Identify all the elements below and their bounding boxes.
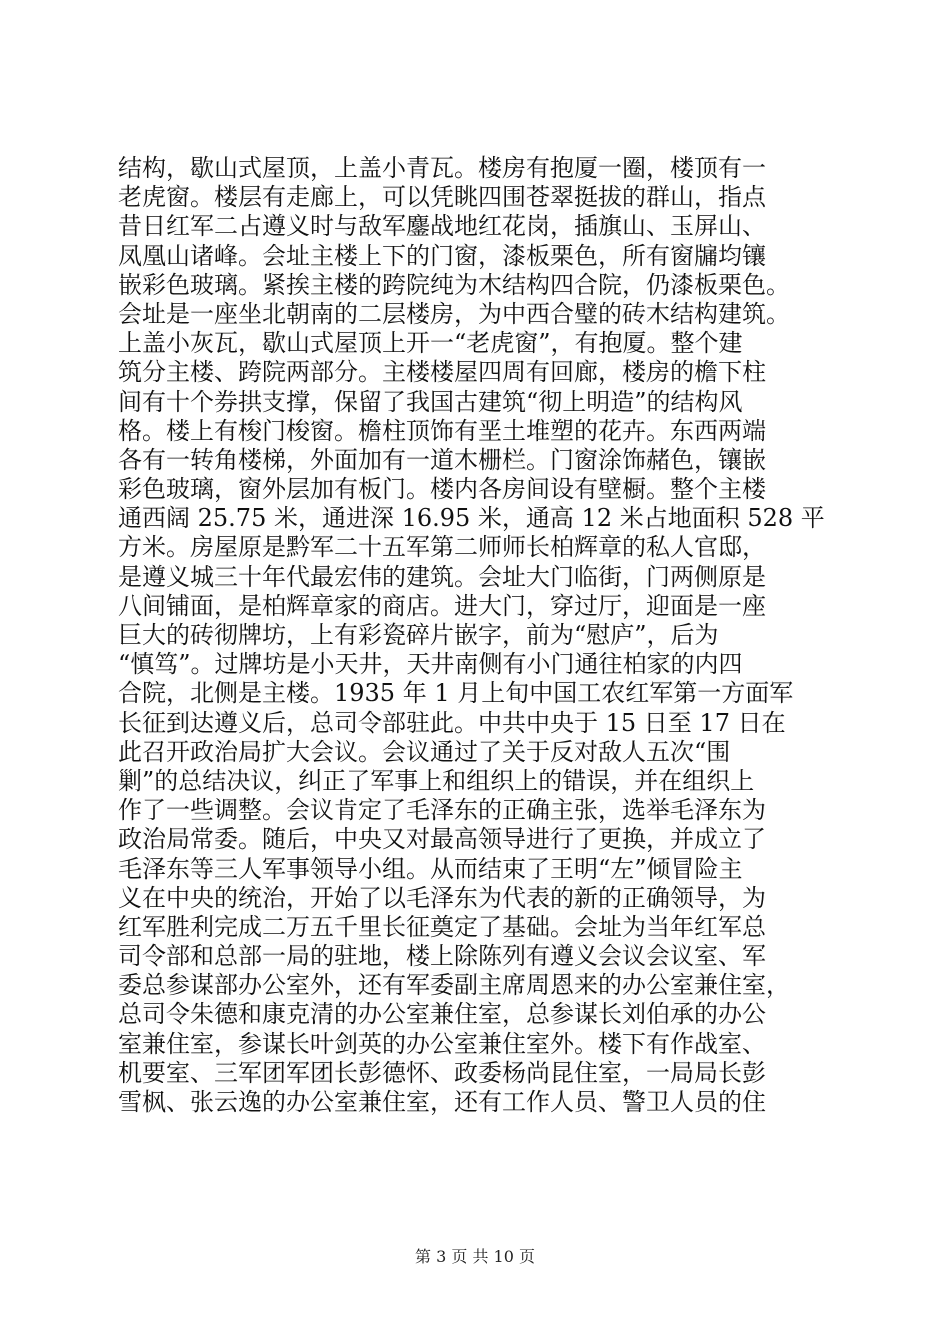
text-line: 结构，歇山式屋顶，上盖小青瓦。楼房有抱厦一圈，楼顶有一 [118, 154, 766, 182]
text-line: 格。楼上有梭门梭窗。檐柱顶饰有垩土堆塑的花卉。东西两端 [118, 416, 766, 445]
text-line: 雪枫、张云逸的办公室兼住室，还有工作人员、警卫人员的住 [118, 1088, 766, 1116]
text-line: 会址是一座坐北朝南的二层楼房，为中西合璧的砖木结构建筑。 [118, 299, 790, 328]
text-line: 方米。房屋原是黔军二十五军第二师师长柏辉章的私人官邸， [118, 533, 766, 562]
page-footer: 第 3 页 共 10 页 [415, 1247, 535, 1266]
text-line: 合院，北侧是主楼。1935 年 1 月上旬中国工农红军第一方面军 [118, 679, 794, 708]
text-line: 巨大的砖彻牌坊，上有彩瓷碎片嵌字，前为“慰庐”，后为 [118, 621, 719, 649]
text-line: 上盖小灰瓦，歇山式屋顶上开一“老虎窗”，有抱厦。整个建 [118, 329, 743, 358]
text-line: 毛泽东等三人军事领导小组。从而结束了王明“左”倾冒险主 [118, 854, 743, 883]
text-line: 嵌彩色玻璃。紧挨主楼的跨院纯为木结构四合院，仍漆板栗色。 [118, 270, 790, 299]
text-line: 政治局常委。随后，中央又对最高领导进行了更换，并成立了 [118, 825, 766, 854]
text-line: 昔日红军二占遵义时与敌军鏖战地红花岗，插旗山、玉屏山、 [118, 212, 766, 241]
text-line: “慎笃”。过牌坊是小天井，天井南侧有小门通往柏家的内四 [118, 650, 743, 679]
text-line: 通西阔 25.75 米，通进深 16.95 米，通高 12 米占地面积 528 平 [118, 504, 825, 533]
body-text [118, 154, 848, 1117]
text-line: 司令部和总部一局的驻地，楼上除陈列有遵义会议会议室、军 [118, 942, 766, 971]
text-line: 是遵义城三十年代最宏伟的建筑。会址大门临街，门两侧原是 [118, 562, 766, 591]
text-line: 彩色玻璃，窗外层加有板门。楼内各房间设有壁橱。整个主楼 [118, 475, 766, 504]
text-line: 老虎窗。楼层有走廊上，可以凭眺四围苍翠挺拔的群山，指点 [118, 183, 766, 212]
text-line: 总司令朱德和康克清的办公室兼住室，总参谋长刘伯承的办公 [118, 1000, 766, 1029]
text-line: 红军胜利完成二万五千里长征奠定了基础。会址为当年红军总 [118, 912, 766, 941]
text-line: 长征到达遵义后，总司令部驻此。中共中央于 15 日至 17 日在 [118, 708, 786, 737]
text-line: 室兼住室，参谋长叶剑英的办公室兼住室外。楼下有作战室、 [118, 1029, 766, 1058]
text-line: 八间铺面，是柏辉章家的商店。进大门，穿过厅，迎面是一座 [118, 591, 766, 620]
text-line: 剿”的总结决议，纠正了军事上和组织上的错误，并在组织上 [118, 766, 755, 795]
text-line: 各有一转角楼梯，外面加有一道木栅栏。门窗涂饰赭色，镶嵌 [118, 445, 766, 474]
text-line: 凤凰山诸峰。会址主楼上下的门窗，漆板栗色，所有窗牖均镶 [118, 241, 766, 270]
text-line: 委总参谋部办公室外，还有军委副主席周恩来的办公室兼住室， [118, 971, 790, 1000]
text-line: 筑分主楼、跨院两部分。主楼楼屋四周有回廊，楼房的檐下柱 [118, 358, 766, 387]
text-line: 机要室、三军团军团长彭德怀、政委杨尚昆住室，一局局长彭 [118, 1058, 766, 1087]
text-line: 间有十个券拱支撑，保留了我国古建筑“彻上明造”的结构风 [118, 387, 743, 416]
text-line: 作了一些调整。会议肯定了毛泽东的正确主张，选举毛泽东为 [118, 796, 766, 825]
text-line: 此召开政治局扩大会议。会议通过了关于反对敌人五次“围 [118, 737, 731, 766]
text-line: 义在中央的统治，开始了以毛泽东为代表的新的正确领导，为 [118, 883, 766, 912]
